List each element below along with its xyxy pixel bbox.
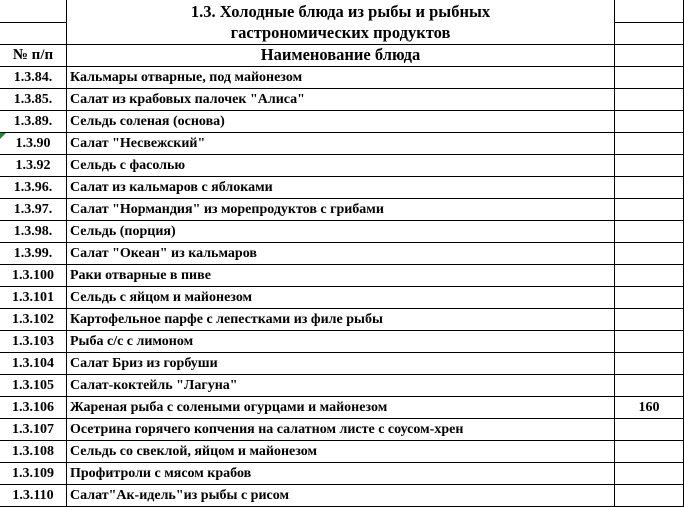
dish-price-cell[interactable]	[615, 177, 683, 199]
table-row[interactable]	[0, 397, 684, 419]
dish-price-cell[interactable]	[615, 331, 683, 353]
dish-number-cell[interactable]: 1.3.105	[12, 378, 54, 393]
dish-price-cell[interactable]	[615, 155, 683, 177]
dish-number-cell[interactable]: 1.3.84.	[13, 70, 53, 85]
dish-number-cell[interactable]: 1.3.108	[12, 444, 54, 459]
dish-price-cell[interactable]	[615, 221, 683, 243]
table-row[interactable]	[0, 199, 684, 221]
dish-number-cell[interactable]: 1.3.103	[12, 334, 54, 349]
dish-number-cell[interactable]: 1.3.98.	[13, 224, 53, 239]
dish-table	[0, 67, 684, 507]
dish-name-cell[interactable]: Осетрина горячего копчения на салатном листе с соусом-хрен	[70, 422, 464, 437]
dish-price-cell[interactable]	[615, 485, 683, 507]
table-row[interactable]	[0, 485, 684, 507]
dish-name-cell[interactable]: Сельдь соленая (основа)	[70, 114, 225, 129]
table-row[interactable]	[0, 375, 684, 397]
table-row[interactable]	[0, 265, 684, 287]
dish-price-cell[interactable]	[615, 89, 683, 111]
dish-price-cell[interactable]	[615, 419, 683, 441]
table-row[interactable]	[0, 463, 684, 485]
dish-name-cell[interactable]: Кальмары отварные, под майонезом	[70, 70, 303, 85]
dish-name-cell[interactable]: Салат из кальмаров с яблоками	[70, 180, 273, 195]
dish-price-cell[interactable]	[615, 199, 683, 221]
dish-name-cell[interactable]: Сельдь (порция)	[70, 224, 176, 239]
table-row[interactable]	[0, 67, 684, 89]
table-row[interactable]	[0, 287, 684, 309]
dish-name-cell[interactable]: Салат-коктейль "Лагуна"	[70, 378, 238, 393]
table-row[interactable]	[0, 243, 684, 265]
dish-number-cell[interactable]: 1.3.106	[12, 400, 54, 415]
grid-line	[0, 22, 66, 23]
table-row[interactable]	[0, 221, 684, 243]
dish-name-cell[interactable]: Сельдь со свеклой, яйцом и майонезом	[70, 444, 318, 459]
dish-number-cell[interactable]: 1.3.90	[15, 136, 51, 151]
dish-number-cell[interactable]: 1.3.92	[15, 158, 51, 173]
dish-number-cell[interactable]: 1.3.97.	[13, 202, 53, 217]
dish-name-cell[interactable]: Салат"Ак-идель"из рыбы с рисом	[70, 488, 289, 503]
dish-number-cell[interactable]: 1.3.99.	[13, 246, 53, 261]
dish-price-cell[interactable]	[615, 441, 683, 463]
comment-indicator-icon[interactable]	[0, 133, 6, 139]
dish-price-cell[interactable]	[615, 243, 683, 265]
table-row[interactable]	[0, 111, 684, 133]
dish-price-cell[interactable]	[615, 375, 683, 397]
table-row[interactable]	[0, 353, 684, 375]
column-header-number[interactable]: № п/п	[12, 47, 54, 63]
dish-name-cell[interactable]: Рыба с/с с лимоном	[70, 334, 194, 349]
section-title-line2: гастрономических продуктов	[230, 23, 451, 42]
dish-price-cell[interactable]	[615, 463, 683, 485]
dish-price-cell[interactable]	[615, 353, 683, 375]
dish-price-cell[interactable]	[615, 265, 683, 287]
dish-name-cell[interactable]: Салат из крабовых палочек "Алиса"	[70, 92, 305, 107]
dish-name-cell[interactable]: Профитроли с мясом крабов	[70, 466, 252, 481]
dish-number-cell[interactable]: 1.3.89.	[13, 114, 53, 129]
table-row[interactable]	[0, 133, 684, 155]
table-row[interactable]	[0, 89, 684, 111]
section-title-line1: 1.3. Холодные блюда из рыбы и рыбных	[190, 2, 491, 21]
dish-number-cell[interactable]: 1.3.110	[12, 488, 54, 503]
table-row[interactable]	[0, 309, 684, 331]
dish-name-cell[interactable]: Раки отварные в пиве	[70, 268, 211, 283]
dish-number-cell[interactable]: 1.3.109	[12, 466, 54, 481]
grid-line	[614, 22, 684, 23]
dish-number-cell[interactable]: 1.3.96.	[13, 180, 53, 195]
table-row[interactable]	[0, 177, 684, 199]
dish-price-cell[interactable]	[615, 287, 683, 309]
dish-number-cell[interactable]: 1.3.100	[12, 268, 54, 283]
dish-number-cell[interactable]: 1.3.101	[12, 290, 54, 305]
dish-price-cell[interactable]	[615, 133, 683, 155]
table-row[interactable]	[0, 155, 684, 177]
dish-number-cell[interactable]: 1.3.85.	[13, 92, 53, 107]
dish-price-cell[interactable]	[615, 309, 683, 331]
column-header-name[interactable]: Наименование блюда	[260, 45, 421, 64]
table-row[interactable]	[0, 331, 684, 353]
dish-name-cell[interactable]: Картофельное парфе с лепестками из филе рыбы	[70, 312, 383, 327]
dish-name-cell[interactable]: Сельдь с фасолью	[70, 158, 186, 173]
dish-name-cell[interactable]: Салат "Несвежский"	[70, 136, 206, 151]
table-row[interactable]	[0, 419, 684, 441]
dish-price-cell[interactable]	[615, 67, 683, 89]
dish-name-cell[interactable]: Салат "Нормандия" из морепродуктов с грибами	[70, 202, 384, 217]
dish-number-cell[interactable]: 1.3.104	[12, 356, 54, 371]
dish-name-cell[interactable]: Салат Бриз из горбуши	[70, 356, 218, 371]
dish-price-cell[interactable]: 160	[638, 400, 660, 415]
dish-number-cell[interactable]: 1.3.102	[12, 312, 54, 327]
dish-name-cell[interactable]: Салат "Океан" из кальмаров	[70, 246, 257, 261]
table-row[interactable]	[0, 441, 684, 463]
dish-price-cell[interactable]	[615, 111, 683, 133]
dish-number-cell[interactable]: 1.3.107	[12, 422, 54, 437]
section-title	[67, 0, 614, 44]
dish-name-cell[interactable]: Жареная рыба с солеными огурцами и майонезом	[70, 400, 388, 415]
dish-name-cell[interactable]: Сельдь с яйцом и майонезом	[70, 290, 253, 305]
